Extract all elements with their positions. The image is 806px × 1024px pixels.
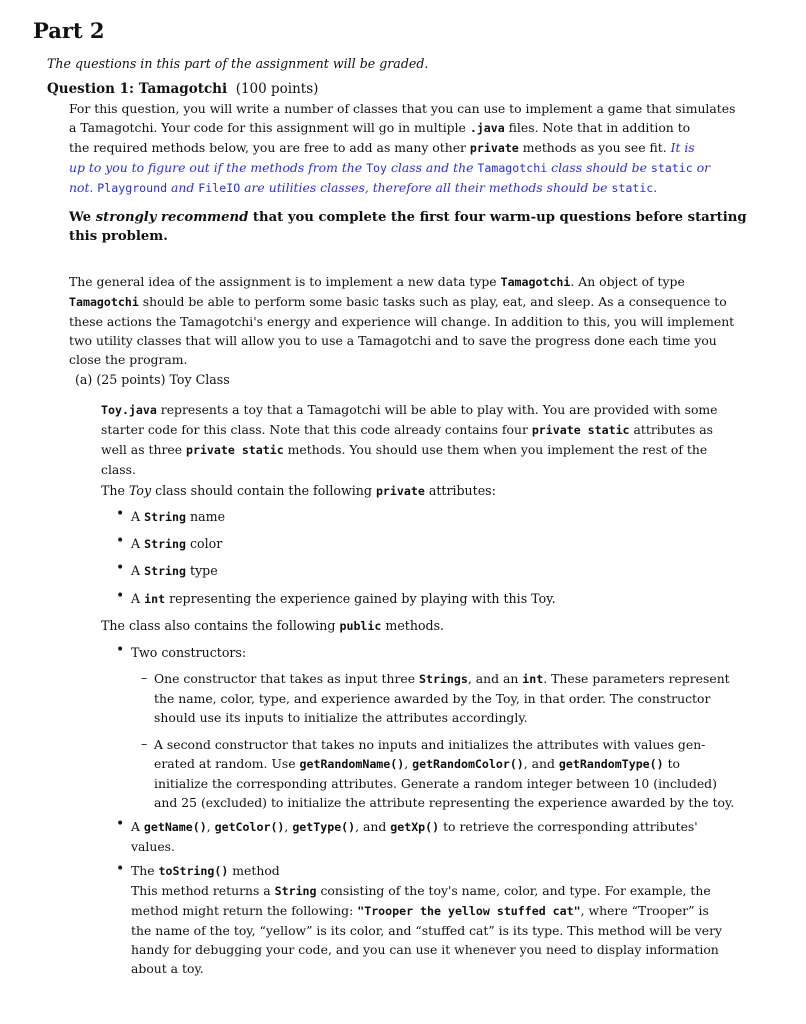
intro-line: a Tamagotchi. Your code for this assignment will go in multiple .java files. Note that in addition to	[69, 120, 691, 135]
constructor-two	[154, 735, 750, 812]
bullet-icon: •	[116, 816, 125, 832]
bullet-icon: •	[116, 642, 125, 658]
general-line: two utility classes that will allow you to use a Tamagotchi and to save the progress done each time you	[69, 333, 717, 348]
toy-intro-paragraph	[101, 400, 751, 479]
dash-icon: –	[141, 736, 148, 751]
constructors-label: Two constructors:	[131, 645, 247, 660]
toy-intro-line: class.	[101, 462, 136, 477]
part-title: Part 2	[33, 18, 105, 43]
general-paragraph	[69, 272, 751, 369]
intro-paragraph	[69, 99, 751, 198]
general-line: Tamagotchi should be able to perform some basic tasks such as play, eat, and sleep. As a consequence to	[69, 294, 727, 309]
bullet-icon: •	[116, 506, 125, 522]
recommendation	[69, 208, 751, 246]
tostring-line: The toString() method	[131, 863, 280, 878]
tostring-line: about a toy.	[131, 961, 204, 976]
getters-line: A getName(), getColor(), getType(), and getXp() to retrieve the corresponding attributes'	[131, 819, 698, 834]
attribute-item: A int representing the experience gained by playing with this Toy.	[131, 591, 556, 606]
constructor-line: should use its inputs to initialize the attributes accordingly.	[154, 710, 528, 725]
getters-item	[131, 817, 751, 856]
bullet-icon: •	[116, 588, 125, 604]
general-line: The general idea of the assignment is to implement a new data type Tamagotchi. An object of type	[69, 274, 685, 289]
intro-line: not. Playground and FileIO are utilities classes, therefore all their methods should be static.	[69, 180, 658, 195]
attributes-intro: The Toy class should contain the following private attributes:	[101, 483, 496, 498]
recommend-line: this problem.	[69, 229, 168, 244]
toy-intro-line: starter code for this class. Note that this code already contains four private static attributes as	[101, 422, 713, 437]
toy-intro-line: Toy.java represents a toy that a Tamagotchi will be able to play with. You are provided with some	[101, 402, 718, 417]
attribute-item: A String name	[131, 509, 226, 524]
bullet-icon: •	[116, 861, 125, 877]
recommend-line: We strongly recommend that you complete the first four warm-up questions before starting	[69, 210, 747, 225]
tostring-line: the name of the toy, “yellow” is its color, and “stuffed cat” is its type. This method will be very	[131, 923, 723, 938]
question-heading	[47, 81, 318, 97]
constructor-line: initialize the corresponding attributes. Generate a random integer between 10 (included)	[154, 776, 717, 791]
tostring-item	[131, 861, 751, 978]
getters-line: values.	[131, 839, 175, 854]
tostring-line: method might return the following: "Trooper the yellow stuffed cat", where “Trooper” is	[131, 903, 709, 918]
intro-line: For this question, you will write a number of classes that you can use to implement a game that simulates	[69, 101, 736, 116]
constructor-line: the name, color, type, and experience awarded by the Toy, in that order. The constructor	[154, 691, 711, 706]
bullet-icon: •	[116, 560, 125, 576]
toy-intro-line: well as three private static methods. You should use them when you implement the rest of the	[101, 442, 708, 457]
question-points: (100 points)	[235, 81, 319, 97]
intro-line: up to you to figure out if the methods from the Toy class and the Tamagotchi class should be static or	[69, 160, 711, 175]
intro-line: the required methods below, you are free to add as many other private methods as you see fit. It is	[69, 140, 695, 155]
question-title: Question 1: Tamagotchi	[47, 81, 228, 97]
constructor-line: and 25 (excluded) to initialize the attribute representing the experience awarded by the toy.	[154, 795, 735, 810]
graded-note: The questions in this part of the assignment will be graded.	[47, 56, 429, 71]
tostring-line: This method returns a String consisting of the toy's name, color, and type. For example, the	[131, 883, 711, 898]
general-line: close the program.	[69, 352, 188, 367]
toy-class-heading: (a) (25 points) Toy Class	[75, 372, 230, 387]
attribute-item: A String type	[131, 563, 218, 578]
constructor-line: A second constructor that takes no inputs and initializes the attributes with values gen-	[154, 737, 706, 752]
methods-intro: The class also contains the following public methods.	[101, 618, 445, 633]
attribute-item: A String color	[131, 536, 223, 551]
constructor-line: erated at random. Use getRandomName(), getRandomColor(), and getRandomType() to	[154, 756, 681, 771]
dash-icon: –	[141, 670, 148, 685]
constructor-one	[154, 669, 750, 727]
constructor-line: One constructor that takes as input three Strings, and an int. These parameters represent	[154, 671, 730, 686]
bullet-icon: •	[116, 533, 125, 549]
tostring-line: handy for debugging your code, and you can use it whenever you need to display information	[131, 942, 719, 957]
general-line: these actions the Tamagotchi's energy and experience will change. In addition to this, you will implement	[69, 314, 735, 329]
